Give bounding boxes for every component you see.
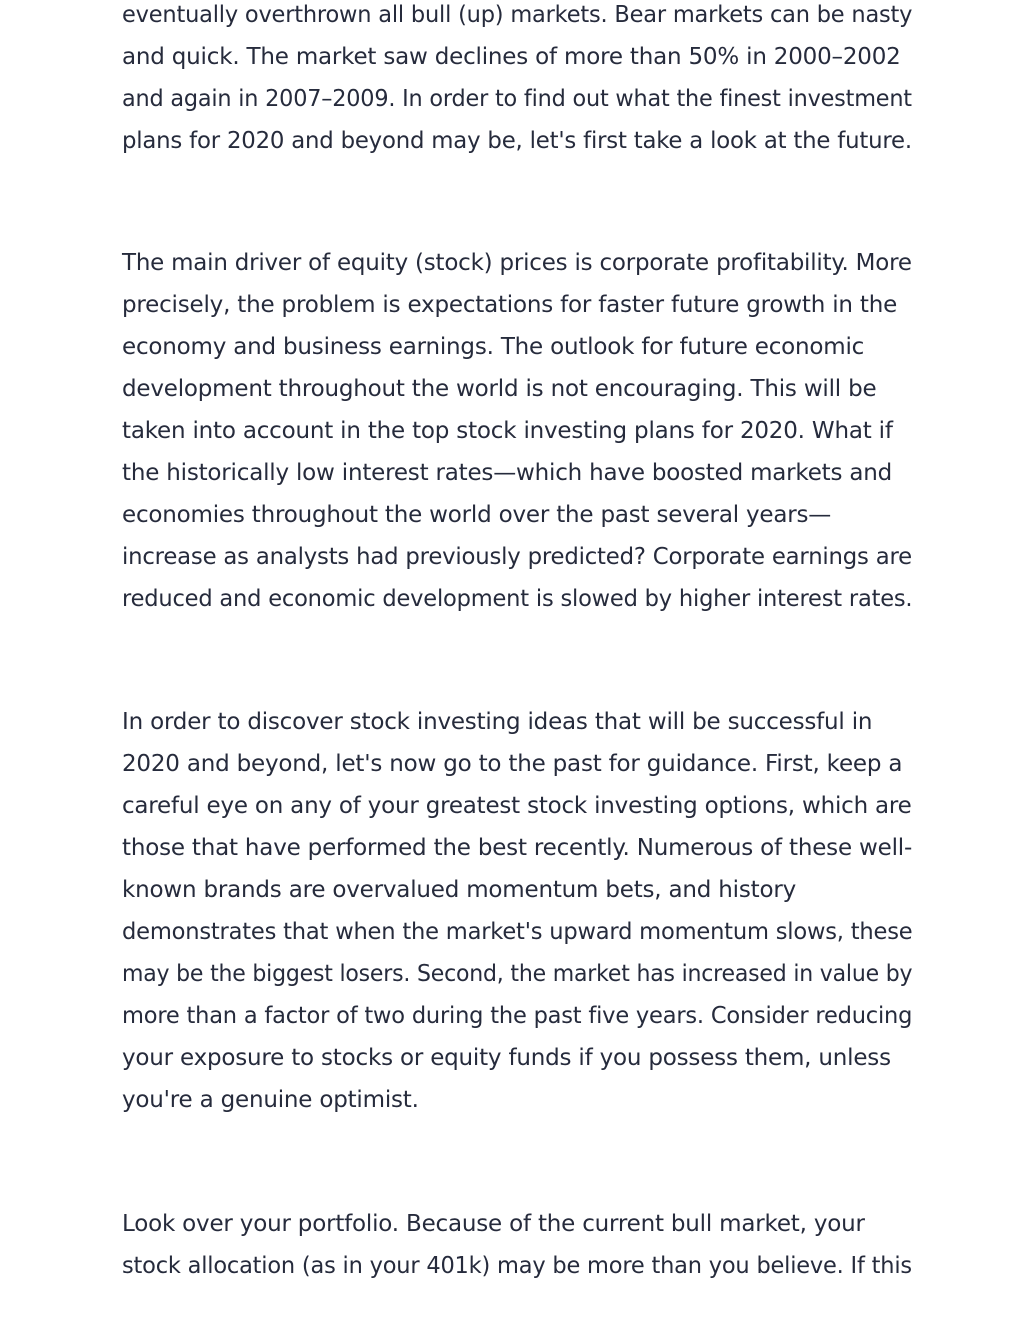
paragraph-line: economies throughout the world over the past several years— (122, 502, 832, 528)
paragraph-line: Look over your portfolio. Because of the current bull market, your (122, 1211, 865, 1237)
paragraph-line: the historically low interest rates—which have boosted markets and (122, 460, 893, 486)
paragraph-line: increase as analysts had previously predicted? Corporate earnings are (122, 544, 912, 570)
paragraph-line: those that have performed the best recently. Numerous of these well- (122, 835, 913, 861)
paragraph-line: taken into account in the top stock investing plans for 2020. What if (122, 418, 893, 444)
paragraph-past-guidance (122, 701, 912, 1121)
paragraph-line: In order to discover stock investing ideas that will be successful in (122, 709, 873, 735)
paragraph-line: your exposure to stocks or equity funds if you possess them, unless (122, 1045, 891, 1071)
paragraph-line: known brands are overvalued momentum bets, and history (122, 877, 797, 903)
paragraph-equity-drivers (122, 242, 912, 620)
paragraph-line: precisely, the problem is expectations for faster future growth in the (122, 292, 898, 318)
paragraph-line: and again in 2007–2009. In order to find out what the finest investment (122, 86, 912, 112)
paragraph-line: reduced and economic development is slowed by higher interest rates. (122, 586, 913, 612)
paragraph-line: The main driver of equity (stock) prices is corporate profitability. More (122, 250, 912, 276)
paragraph-line: 2020 and beyond, let's now go to the past for guidance. First, keep a (122, 751, 903, 777)
paragraph-line: eventually overthrown all bull (up) markets. Bear markets can be nasty (122, 2, 913, 28)
paragraph-line: demonstrates that when the market's upward momentum slows, these (122, 919, 913, 945)
paragraph-line: economy and business earnings. The outlook for future economic (122, 334, 865, 360)
paragraph-line: you're a genuine optimist. (122, 1087, 419, 1113)
paragraph-line: development throughout the world is not encouraging. This will be (122, 376, 877, 402)
paragraph-line: and quick. The market saw declines of more than 50% in 2000–2002 (122, 44, 901, 70)
paragraph-portfolio-review (122, 1203, 912, 1287)
paragraph-line: stock allocation (as in your 401k) may be more than you believe. If this (122, 1253, 912, 1279)
paragraph-line: more than a factor of two during the past five years. Consider reducing (122, 1003, 913, 1029)
paragraph-line: careful eye on any of your greatest stock investing options, which are (122, 793, 912, 819)
paragraph-line: plans for 2020 and beyond may be, let's first take a look at the future. (122, 128, 912, 154)
paragraph-bear-markets (122, 0, 912, 162)
paragraph-line: may be the biggest losers. Second, the market has increased in value by (122, 961, 913, 987)
